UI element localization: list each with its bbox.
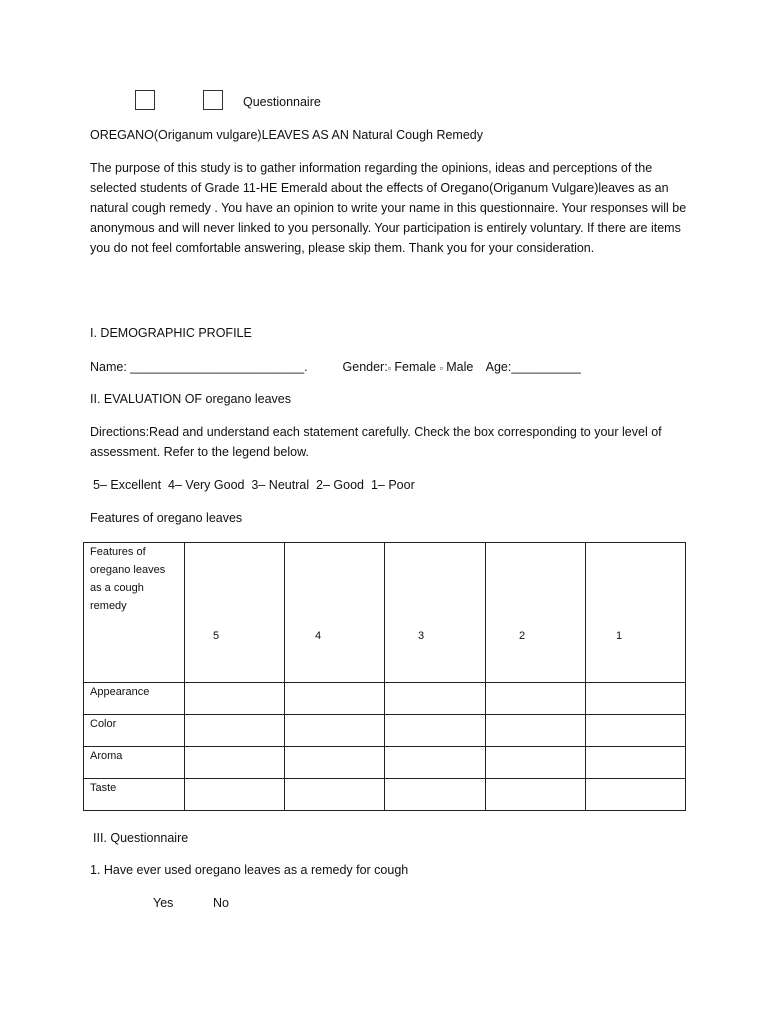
- rating-cell[interactable]: [385, 683, 486, 715]
- row-label-appearance: Appearance: [84, 683, 185, 715]
- score-3-header: 3: [385, 543, 486, 683]
- answer-yes[interactable]: Yes: [153, 896, 174, 910]
- directions-text: Directions:Read and understand each statement carefully. Check the box corresponding to your level of assessment. Refer to the legend below.: [90, 425, 662, 459]
- rating-cell[interactable]: [185, 683, 285, 715]
- questionnaire-label: Questionnaire: [243, 95, 321, 109]
- table-row: [84, 747, 686, 779]
- rating-cell[interactable]: [285, 779, 385, 811]
- name-field[interactable]: Name: _________________________.: [90, 360, 308, 374]
- male-checkbox-icon[interactable]: ▫: [439, 363, 443, 373]
- demographic-heading: I. DEMOGRAPHIC PROFILE: [90, 326, 252, 340]
- rating-cell[interactable]: [185, 715, 285, 747]
- legend-text: 5– Excellent 4– Very Good 3– Neutral 2– Good 1– Poor: [93, 478, 415, 492]
- gender-label: Gender:: [342, 360, 388, 374]
- rating-cell[interactable]: [486, 715, 586, 747]
- demographic-line: [90, 357, 710, 378]
- table-header-row: [84, 543, 686, 683]
- rating-cell[interactable]: [285, 683, 385, 715]
- row-label-taste: Taste: [84, 779, 185, 811]
- rating-cell[interactable]: [586, 683, 686, 715]
- female-label: Female: [394, 360, 437, 374]
- male-label: Male: [446, 360, 474, 374]
- score-5-header: 5: [185, 543, 285, 683]
- female-checkbox-icon[interactable]: ▫: [387, 363, 391, 373]
- rating-cell[interactable]: [185, 747, 285, 779]
- rating-cell[interactable]: [285, 747, 385, 779]
- answer-no[interactable]: No: [213, 896, 229, 910]
- rating-cell[interactable]: [586, 747, 686, 779]
- question-1: 1. Have ever used oregano leaves as a remedy for cough: [90, 863, 409, 877]
- table-row: [84, 715, 686, 747]
- rating-cell[interactable]: [586, 779, 686, 811]
- score-2-header: 2: [486, 543, 586, 683]
- score-4-header: 4: [285, 543, 385, 683]
- rating-cell[interactable]: [285, 715, 385, 747]
- rating-cell[interactable]: [486, 683, 586, 715]
- rating-cell[interactable]: [486, 779, 586, 811]
- evaluation-heading: II. EVALUATION OF oregano leaves: [90, 392, 292, 406]
- score-1-header: 1: [586, 543, 686, 683]
- evaluation-table: [83, 542, 686, 811]
- rating-cell[interactable]: [385, 747, 486, 779]
- rating-cell[interactable]: [385, 715, 486, 747]
- row-label-color: Color: [84, 715, 185, 747]
- questionnaire-heading: III. Questionnaire: [93, 831, 189, 845]
- table-row: [84, 683, 686, 715]
- rating-cell[interactable]: [586, 715, 686, 747]
- rating-cell[interactable]: [486, 747, 586, 779]
- checkbox-1[interactable]: [135, 90, 155, 110]
- age-field[interactable]: Age:__________: [485, 360, 581, 374]
- rating-cell[interactable]: [385, 779, 486, 811]
- checkbox-2[interactable]: [203, 90, 223, 110]
- table-header-cell: Features of oregano leaves as a cough remedy: [84, 543, 185, 683]
- table-row: [84, 779, 686, 811]
- document-title: OREGANO(Origanum vulgare)LEAVES AS AN Natural Cough Remedy: [90, 128, 483, 142]
- row-label-aroma: Aroma: [84, 747, 185, 779]
- rating-cell[interactable]: [185, 779, 285, 811]
- features-caption: Features of oregano leaves: [90, 511, 243, 525]
- intro-paragraph: The purpose of this study is to gather information regarding the opinions, ideas and perceptions of the selected students of Grade 11-HE Emerald about the effects of Oregano(Origanum Vulgare)leaves as an natural cough remedy . You have an opinion to write your name in this questionnaire. Your responses will be anonymous and will never linked to you personally. Your participation is entirely voluntary. If there are items you do not feel comfortable answering, please skip them. Thank you for your consideration.: [90, 161, 687, 255]
